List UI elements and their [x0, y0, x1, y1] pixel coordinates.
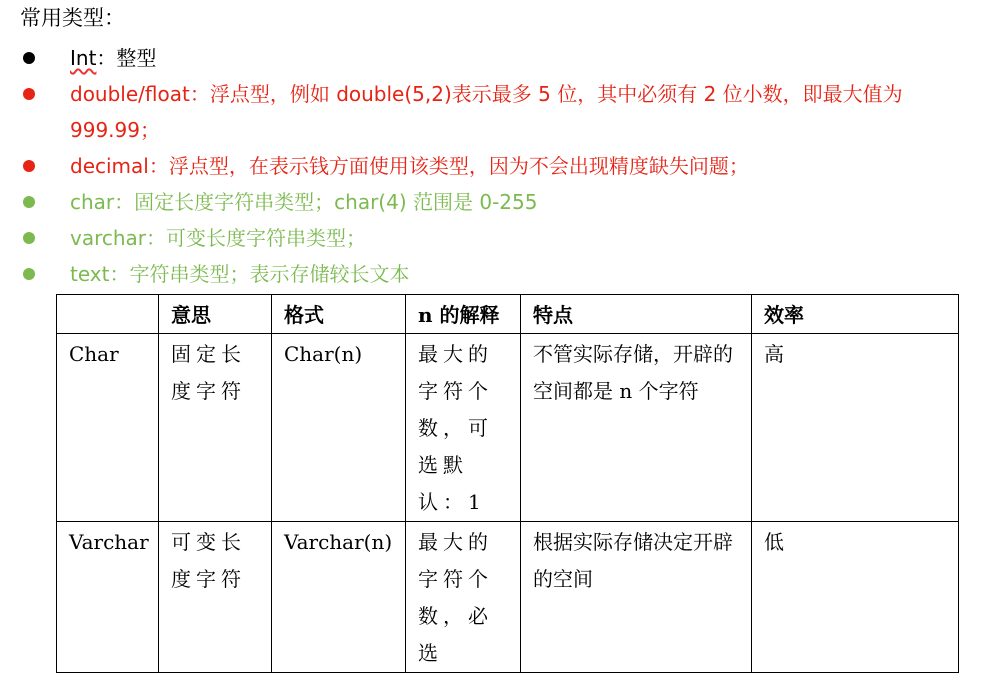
term-description: ：固定长度字符串类型；char(4) 范围是 0-255	[114, 190, 538, 214]
term-char: char	[70, 190, 115, 214]
cell-n-explanation: 最大的字符个数，必选	[406, 522, 521, 673]
header-cell-empty	[57, 295, 159, 334]
table-row	[57, 522, 959, 673]
cell-format: Char(n)	[272, 334, 406, 522]
term-description: ：字符串类型；表示存储较长文本	[109, 262, 410, 286]
table-row	[57, 334, 959, 522]
list-item	[20, 76, 980, 148]
page-title: 常用类型：	[20, 6, 125, 30]
cell-format: Varchar(n)	[272, 522, 406, 673]
list-item	[20, 148, 980, 184]
header-cell-efficiency: 效率	[752, 295, 959, 334]
cell-efficiency: 低	[752, 522, 959, 673]
list-item	[20, 220, 980, 256]
bullet-dot	[23, 88, 35, 100]
term-varchar: varchar	[70, 226, 147, 250]
header-cell-features: 特点	[521, 295, 752, 334]
term-description: ：浮点型，例如 double(5,2)表示最多 5 位，其中必须有 2 位小数，即最大值为 999.99；	[70, 82, 903, 142]
cell-n-explanation: 最大的字符个数，可选默认：1	[406, 334, 521, 522]
list-item	[20, 184, 980, 220]
bullet-dot	[23, 52, 35, 64]
header-cell-meaning: 意思	[159, 295, 272, 334]
term-description: ：整型	[96, 46, 157, 70]
cell-features: 不管实际存储，开辟的空间都是 n 个字符	[521, 334, 752, 522]
header-cell-n-explanation: n 的解释	[406, 295, 521, 334]
header-cell-format: 格式	[272, 295, 406, 334]
cell-features: 根据实际存储决定开辟的空间	[521, 522, 752, 673]
list-item	[20, 256, 980, 292]
term-decimal: decimal	[70, 154, 149, 178]
cell-type: Varchar	[57, 522, 159, 673]
bullet-dot	[23, 160, 35, 172]
cell-type: Char	[57, 334, 159, 522]
cell-meaning: 可变长度字符	[159, 522, 272, 673]
term-double-float: double/float	[70, 82, 190, 106]
type-list	[20, 40, 980, 292]
term-description: ：可变长度字符串类型；	[146, 226, 367, 250]
term-int: Int	[70, 46, 97, 70]
cell-efficiency: 高	[752, 334, 959, 522]
cell-meaning: 固定长度字符	[159, 334, 272, 522]
bullet-dot	[23, 196, 35, 208]
bullet-dot	[23, 268, 35, 280]
bullet-dot	[23, 232, 35, 244]
table-header-row	[57, 295, 959, 334]
list-item	[20, 40, 980, 76]
term-text: text	[70, 262, 110, 286]
type-comparison-table	[56, 294, 959, 673]
term-description: ：浮点型，在表示钱方面使用该类型，因为不会出现精度缺失问题；	[148, 154, 749, 178]
